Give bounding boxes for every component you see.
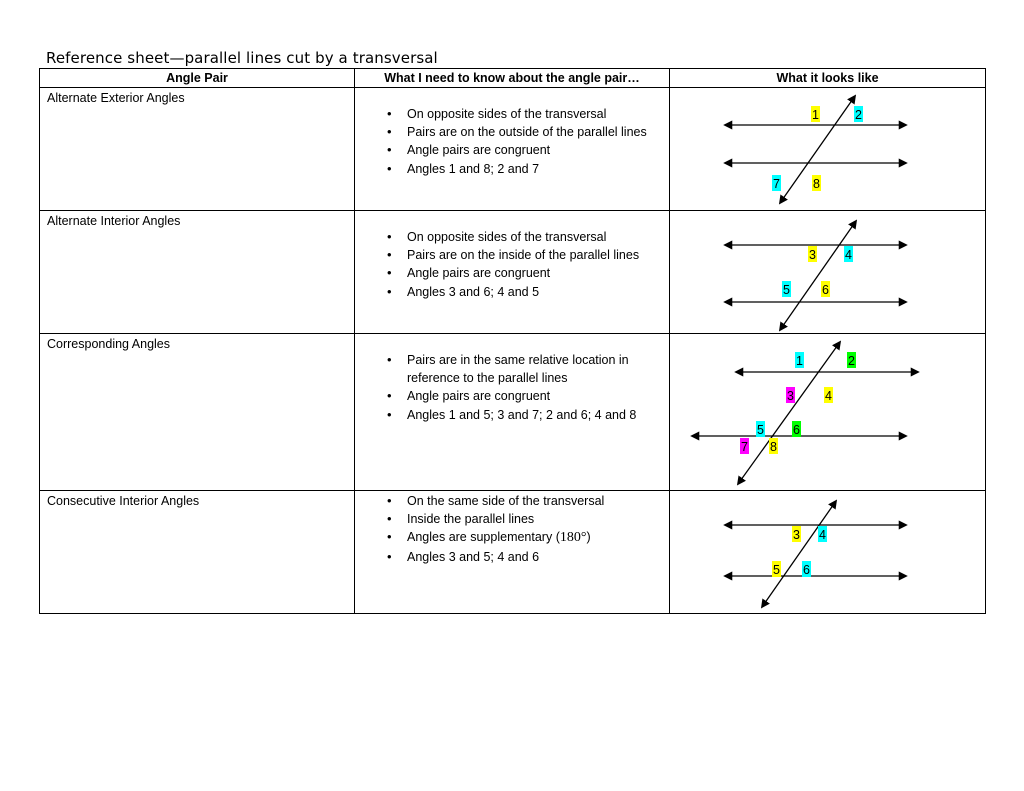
angle-pair-name: Consecutive Interior Angles <box>47 494 200 508</box>
angle-label <box>802 561 811 577</box>
table-row <box>40 334 986 491</box>
list-item: • Pairs are on the outside of the parallel lines <box>407 123 669 141</box>
fact-list <box>355 492 669 566</box>
list-item: • Pairs are in the same relative location in reference to the parallel lines <box>407 351 639 387</box>
angle-pair-name: Alternate Exterior Angles <box>47 91 185 105</box>
angle-label <box>769 438 778 454</box>
angle-label <box>818 526 827 542</box>
angle-label <box>847 352 856 368</box>
svg-text:6: 6 <box>793 423 800 437</box>
list-item: • On opposite sides of the transversal <box>407 105 669 123</box>
table-row <box>40 211 986 334</box>
angle-label <box>772 175 781 191</box>
header-row <box>40 69 986 88</box>
angle-label <box>812 175 821 191</box>
svg-text:3: 3 <box>787 389 794 403</box>
angle-label <box>740 438 749 454</box>
angle-label <box>772 561 781 577</box>
angle-label <box>811 106 820 122</box>
list-item: • Angles 1 and 5; 3 and 7; 2 and 6; 4 and 8 <box>407 406 639 424</box>
angle-label <box>844 246 853 262</box>
svg-text:6: 6 <box>803 563 810 577</box>
list-item: • On the same side of the transversal <box>407 492 669 510</box>
table-row <box>40 88 986 211</box>
list-item: • On opposite sides of the transversal <box>407 228 669 246</box>
fact-list <box>355 351 669 424</box>
svg-text:2: 2 <box>855 108 862 122</box>
list-item: • Pairs are on the inside of the parallel lines <box>407 246 669 264</box>
angle-label <box>824 387 833 403</box>
list-item: • Inside the parallel lines <box>407 510 669 528</box>
consecutive-interior-diagram <box>670 491 986 613</box>
table-row <box>40 491 986 614</box>
transversal-line <box>738 342 840 484</box>
corresponding-angles-diagram <box>670 334 986 490</box>
header-what-to-know: What I need to know about the angle pair… <box>355 69 670 88</box>
transversal-line <box>780 221 856 330</box>
page-title: Reference sheet—parallel lines cut by a transversal <box>46 49 438 67</box>
angle-pair-name: Alternate Interior Angles <box>47 214 181 228</box>
svg-text:2: 2 <box>848 354 855 368</box>
list-item: • Angle pairs are congruent <box>407 387 639 405</box>
angle-label <box>782 281 791 297</box>
svg-text:7: 7 <box>741 440 748 454</box>
svg-text:8: 8 <box>770 440 777 454</box>
svg-text:3: 3 <box>809 248 816 262</box>
svg-text:4: 4 <box>819 528 826 542</box>
supplementary-value: 180° <box>559 530 587 546</box>
transversal-line <box>762 501 836 607</box>
svg-text:4: 4 <box>845 248 852 262</box>
angle-pair-name: Corresponding Angles <box>47 337 170 351</box>
svg-text:6: 6 <box>822 283 829 297</box>
list-item: • Angles 3 and 6; 4 and 5 <box>407 283 669 301</box>
alternate-interior-diagram <box>670 211 986 333</box>
svg-text:7: 7 <box>773 177 780 191</box>
list-item: • Angle pairs are congruent <box>407 141 669 159</box>
angle-label <box>854 106 863 122</box>
angle-label <box>821 281 830 297</box>
angle-label <box>792 421 801 437</box>
svg-text:1: 1 <box>812 108 819 122</box>
angle-pairs-table <box>39 68 986 614</box>
list-item: • Angles are supplementary (180°) <box>407 528 669 547</box>
svg-text:3: 3 <box>793 528 800 542</box>
svg-text:5: 5 <box>757 423 764 437</box>
angle-label <box>808 246 817 262</box>
fact-list <box>355 105 669 178</box>
list-item: • Angles 1 and 8; 2 and 7 <box>407 160 669 178</box>
fact-list <box>355 228 669 301</box>
list-item: • Angle pairs are congruent <box>407 264 669 282</box>
angle-label <box>792 526 801 542</box>
angle-label <box>795 352 804 368</box>
angle-label <box>756 421 765 437</box>
header-angle-pair: Angle Pair <box>40 69 355 88</box>
header-what-it-looks-like: What it looks like <box>670 69 986 88</box>
svg-text:5: 5 <box>773 563 780 577</box>
svg-text:5: 5 <box>783 283 790 297</box>
svg-text:1: 1 <box>796 354 803 368</box>
svg-text:4: 4 <box>825 389 832 403</box>
alternate-exterior-diagram <box>670 88 986 210</box>
angle-label <box>786 387 795 403</box>
list-item: • Angles 3 and 5; 4 and 6 <box>407 548 669 566</box>
svg-text:8: 8 <box>813 177 820 191</box>
